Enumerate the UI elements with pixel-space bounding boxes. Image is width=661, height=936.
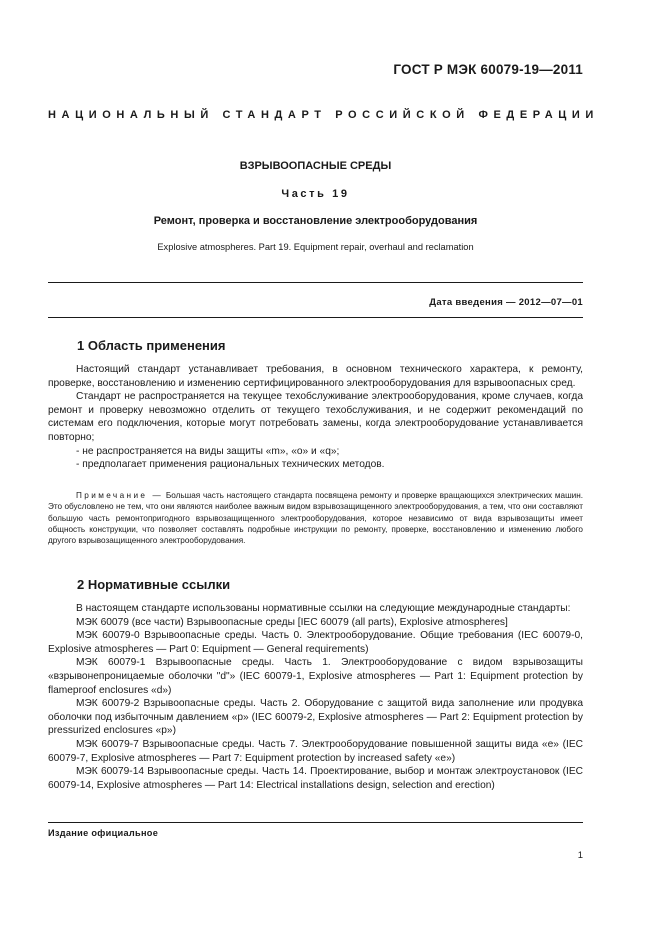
date-divider [48,317,583,318]
footer-divider [48,822,583,823]
paragraph: В настоящем стандарте использованы нормативные ссылки на следующие международные стандарты: [76,603,571,614]
reference-item: МЭК 60079-2 Взрывоопасные среды. Часть 2. Оборудование с защитой вида заполнение или продувка оболочки под избыточным давлением «p» (IEC 60079-2, Explosive atmospheres — Part 2: Equipment protection by pressurized enclosures «p») [48,698,583,737]
reference-item: МЭК 60079 (все части) Взрывоопасные среды [IEC 60079 (all parts), Explosive atmospheres] [76,616,508,628]
reference-item: МЭК 60079-1 Взрывоопасные среды. Часть 1. Электрооборудование с видом взрывозащиты «взрывонепроницаемые оболочки "d"» (IEC 60079-1, Explosive atmospheres — Part 1: Equipment protection by flameproof enclosures «d») [48,657,583,696]
introduction-date: Дата введения — 2012—07—01 [429,297,583,308]
national-standard-heading: НАЦИОНАЛЬНЫЙ СТАНДАРТ РОССИЙСКОЙ ФЕДЕРАЦИИ [48,109,599,121]
document-title: ВЗРЫВООПАСНЫЕ СРЕДЫ [239,160,392,172]
gost-code: ГОСТ Р МЭК 60079-19—2011 [393,62,583,77]
list-item: - предполагает применения рациональных технических методов. [76,459,385,471]
part-label: Часть 19 [281,188,350,200]
note-text: Большая часть настоящего стандарта посвящена ремонту и проверке вращающихся электрических машин. Это обусловлено не тем, что они являются наиболее важным видом взрывозащищенного электрооборудования, а тем, что они составляют большую часть ремонтопригодного взрывозащищенного электрооборудования, которое независимо от вида взрывозащиты имеет общность конструкции, что позволяет составлять подробные инструкции по ремонту, проверке, восстановлению и изменению любого другого взрывозащищенного электрооборудования. [48,491,584,546]
document-subtitle: Ремонт, проверка и восстановление электрооборудования [153,215,478,227]
section-1-heading: 1 Область применения [77,338,226,353]
header-divider [48,282,583,283]
note-label: Примечание — [76,491,164,500]
section-2-heading: 2 Нормативные ссылки [77,577,231,592]
paragraph: Настоящий стандарт устанавливает требования, в основном технического характера, к ремонту, проверке, восстановлению и изменению сертифицированного электрооборудования для взрывоопасных сред. [48,364,583,389]
english-title: Explosive atmospheres. Part 19. Equipment repair, overhaul and reclamation [157,242,474,252]
reference-item: МЭК 60079-7 Взрывоопасные среды. Часть 7. Электрооборудование повышенной защиты вида «e» (IEC 60079-7, Explosive atmospheres — Part 7: Equipment protection by increased safety «e») [48,738,583,764]
page-number: 1 [577,850,583,861]
reference-item: МЭК 60079-0 Взрывоопасные среды. Часть 0. Электрооборудование. Общие требования (IEC 60079-0, Explosive atmospheres — Part 0: Equipment — General requirements) [48,630,583,655]
list-item: - не распространяется на виды защиты «m», «o» и «q»; [76,445,340,457]
section-2-body [48,602,583,792]
reference-item: МЭК 60079-14 Взрывоопасные среды. Часть 14. Проектирование, выбор и монтаж электроустановок (IEC 60079-14, Explosive atmospheres — Part 14: Electrical installations design, selection and erection) [48,766,583,791]
paragraph: Стандарт не распространяется на текущее техобслуживание электрооборудования, кроме случаев, когда ремонт и проверку невозможно отделить от текущего техобслуживания, и не содержит рекомендаций по системам его подключения, которые могут потребовать замены, когда электрооборудование устанавливается повторно; [48,391,583,443]
edition-label: Издание официальное [48,828,159,838]
section-1-body [48,363,583,472]
note [48,490,583,546]
